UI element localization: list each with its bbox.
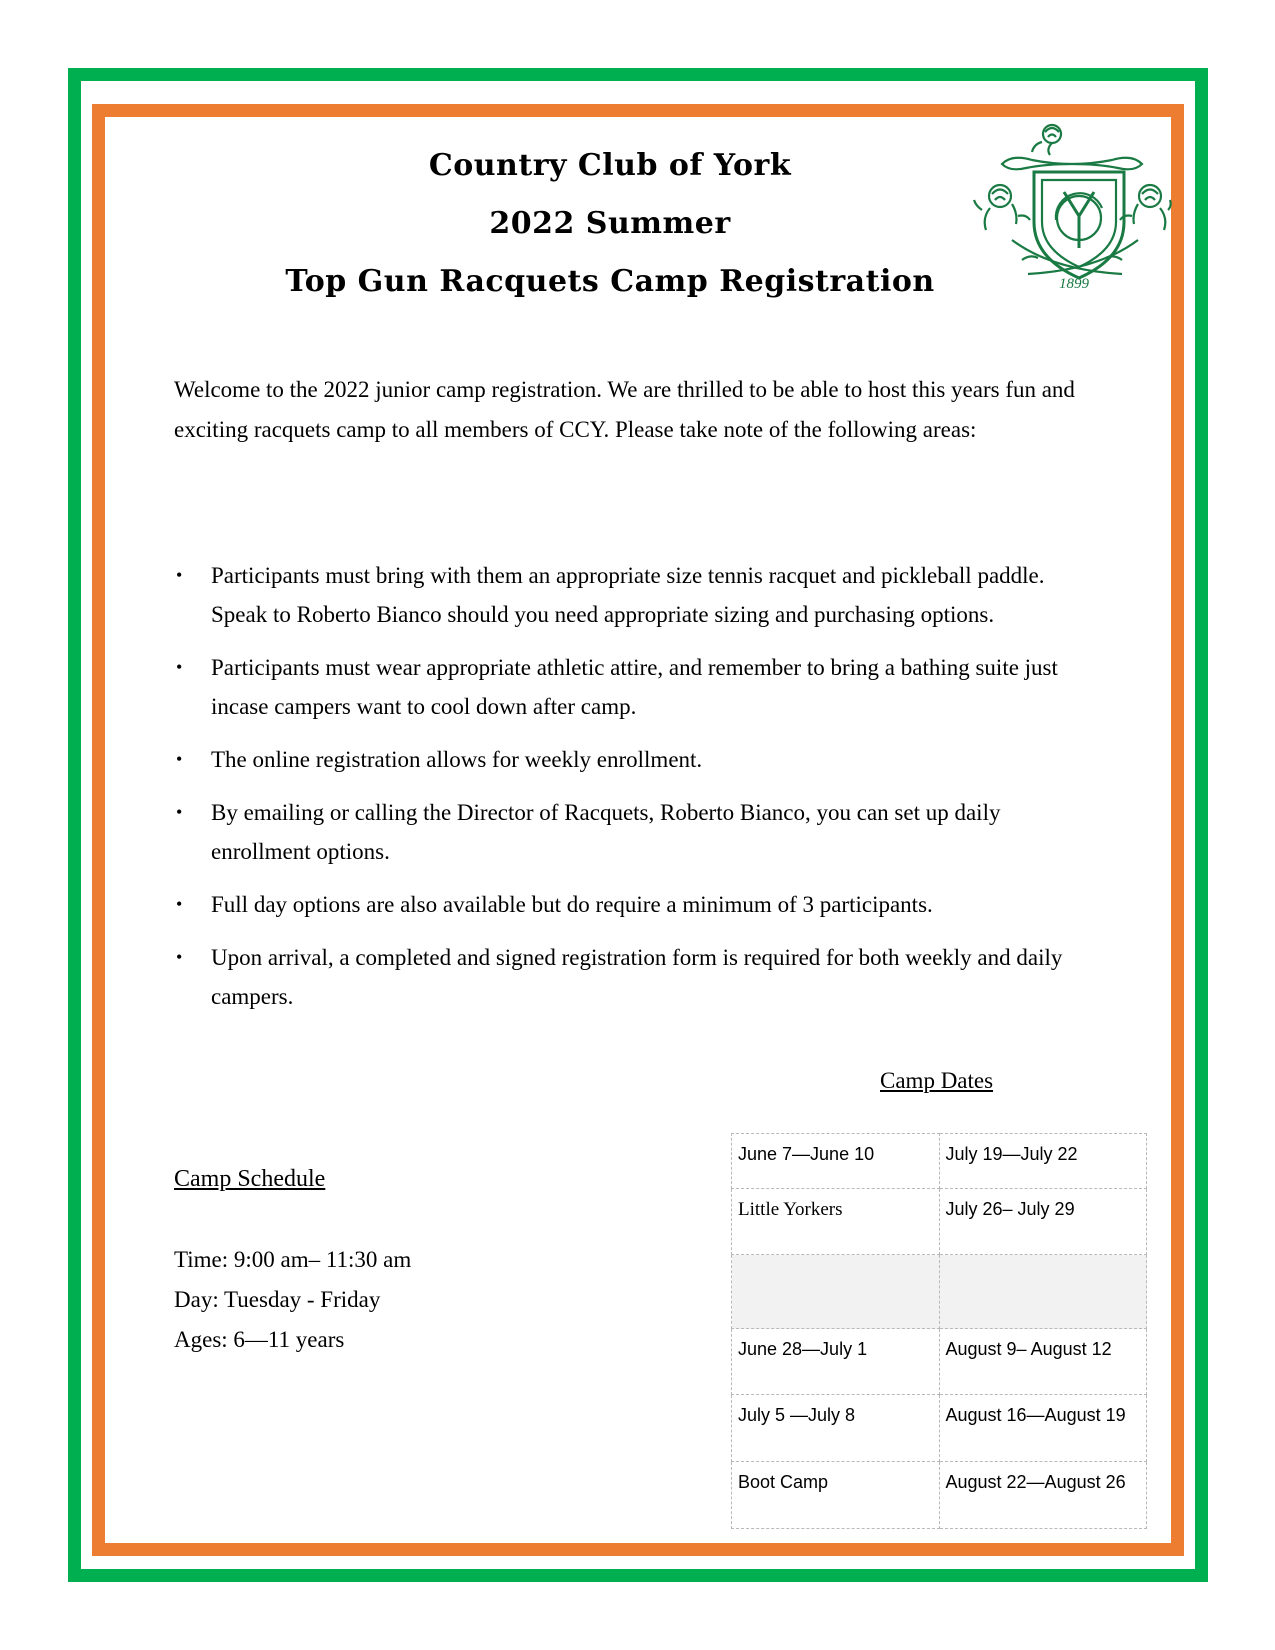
list-item-text: Participants must bring with them an appropriate size tennis racquet and pickleball paddle. Speak to Roberto Bianco should you need appropriate sizing and purchasing options. [211, 563, 1045, 627]
table-row [732, 1329, 1147, 1395]
table-cell: August 9– August 12 [939, 1329, 1147, 1395]
rose-icon [974, 185, 1030, 230]
list-item-text: Participants must wear appropriate athletic attire, and remember to bring a bathing suite just incase campers want to cool down after camp. [211, 655, 1058, 719]
table-row [732, 1395, 1147, 1462]
bullet-icon: • [176, 894, 183, 914]
intro-paragraph: Welcome to the 2022 junior camp registration. We are thrilled to be able to host this years fun and exciting racquets camp to all members of CCY. Please take note of the following areas: [174, 377, 1075, 442]
rules-list [174, 556, 1104, 1030]
table-cell [732, 1255, 940, 1329]
table-cell: June 28—July 1 [732, 1329, 940, 1395]
table-cell: Little Yorkers [732, 1189, 940, 1255]
founding-year: 1899 [1059, 276, 1089, 292]
season-title: 2022 Summer [489, 206, 731, 241]
bullet-icon: • [176, 657, 183, 677]
table-cell: Boot Camp [732, 1462, 940, 1529]
list-item [174, 556, 1104, 634]
table-cell: August 22—August 26 [939, 1462, 1147, 1529]
club-name-title: Country Club of York [428, 148, 792, 183]
camp-dates-heading: Camp Dates [880, 1068, 994, 1093]
schedule-ages: Ages: 6—11 years [174, 1327, 345, 1352]
table-cell: June 7—June 10 [732, 1134, 940, 1189]
list-item-text: Upon arrival, a completed and signed registration form is required for both weekly and daily campers. [211, 945, 1063, 1009]
list-item-text: By emailing or calling the Director of Racquets, Roberto Bianco, you can set up daily enrollment options. [211, 800, 1001, 864]
club-crest-logo [972, 120, 1172, 300]
list-item-text: The online registration allows for weekly enrollment. [211, 747, 703, 772]
table-row [732, 1255, 1147, 1329]
table-cell: July 26– July 29 [939, 1189, 1147, 1255]
table-row [732, 1134, 1147, 1189]
list-item-text: Full day options are also available but do require a minimum of 3 participants. [211, 892, 933, 917]
camp-schedule [174, 1240, 411, 1360]
bullet-icon: • [176, 749, 183, 769]
camp-registration-title: Top Gun Racquets Camp Registration [285, 264, 935, 299]
list-item [174, 740, 1104, 779]
camp-schedule-heading: Camp Schedule [174, 1166, 326, 1192]
bullet-icon: • [176, 565, 183, 585]
bullet-icon: • [176, 802, 183, 822]
schedule-time: Time: 9:00 am– 11:30 am [174, 1247, 412, 1272]
schedule-day: Day: Tuesday - Friday [174, 1287, 381, 1312]
list-item [174, 648, 1104, 726]
table-row [732, 1462, 1147, 1529]
list-item [174, 938, 1104, 1016]
rose-icon [1120, 185, 1171, 230]
bullet-icon: • [176, 947, 183, 967]
rose-icon [1032, 125, 1061, 155]
list-item [174, 885, 1104, 924]
camp-dates-table [731, 1133, 1147, 1529]
table-cell: August 16—August 19 [939, 1395, 1147, 1462]
list-item [174, 793, 1104, 871]
table-cell [939, 1255, 1147, 1329]
table-cell: July 5 —July 8 [732, 1395, 940, 1462]
table-cell: July 19—July 22 [939, 1134, 1147, 1189]
table-row [732, 1189, 1147, 1255]
